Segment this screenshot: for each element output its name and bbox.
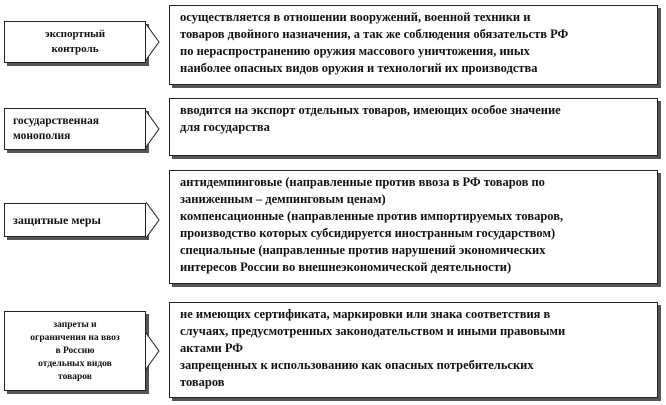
desc-line: для государства <box>180 120 270 134</box>
label-line: запреты и <box>53 319 97 330</box>
arrow-right-icon <box>146 111 160 147</box>
arrow-right-icon <box>146 24 160 60</box>
desc-line: наиболее опасных видов оружия и технологий их производства <box>180 61 538 75</box>
label-line: экспортный <box>44 28 106 40</box>
desc-line: не имеющих сертификата, маркировки или знака соответствия в <box>180 307 551 321</box>
label-line: контроль <box>51 43 99 55</box>
label-import-bans <box>4 311 146 391</box>
desc-line: товаров <box>180 375 225 389</box>
arrow-right-icon <box>146 202 160 238</box>
desc-line: запрещенных к использованию как опасных потребительских <box>180 358 534 372</box>
desc-line: товаров двойного назначения, а так же соблюдения обязательств РФ <box>180 27 569 41</box>
label-state-monopoly <box>4 108 146 150</box>
desc-line: заниженным – демпинговым ценам) <box>180 192 386 206</box>
desc-line: специальные (направленные против нарушений экономических <box>180 243 546 257</box>
desc-line: осуществляется в отношении вооружений, военной техники и <box>180 10 531 24</box>
label-protective-measures <box>4 203 146 237</box>
label-line: монополия <box>13 130 71 142</box>
arrow-right-icon <box>146 333 160 369</box>
label-line: государственная <box>13 115 99 127</box>
desc-line: по нераспространению оружия массового уничтожения, иных <box>180 44 530 58</box>
desc-protective-measures <box>169 170 658 284</box>
desc-line: компенсационные (направленные против импортируемых товаров, <box>180 209 564 223</box>
desc-state-monopoly <box>169 98 658 156</box>
desc-line: актами РФ <box>180 341 243 355</box>
label-line: ограничения на ввоз <box>30 332 120 343</box>
label-export-control <box>4 21 146 63</box>
desc-export-control <box>169 5 658 85</box>
desc-import-bans <box>169 302 658 398</box>
label-line: в Россию <box>55 345 95 356</box>
desc-line: вводится на экспорт отдельных товаров, имеющих особое значение <box>180 103 561 117</box>
label-line: отдельных видов <box>38 358 112 369</box>
label-line: товаров <box>58 371 92 382</box>
label-line: защитные меры <box>13 212 101 227</box>
desc-line: антидемпинговые (направленные против ввоза в РФ товаров по <box>180 175 545 189</box>
desc-line: интересов России во внешнеэкономической деятельности) <box>180 260 512 274</box>
desc-line: случаях, предусмотренных законодательством и иными правовыми <box>180 324 566 338</box>
desc-line: производство которых субсидируется иностранным государством) <box>180 226 556 240</box>
